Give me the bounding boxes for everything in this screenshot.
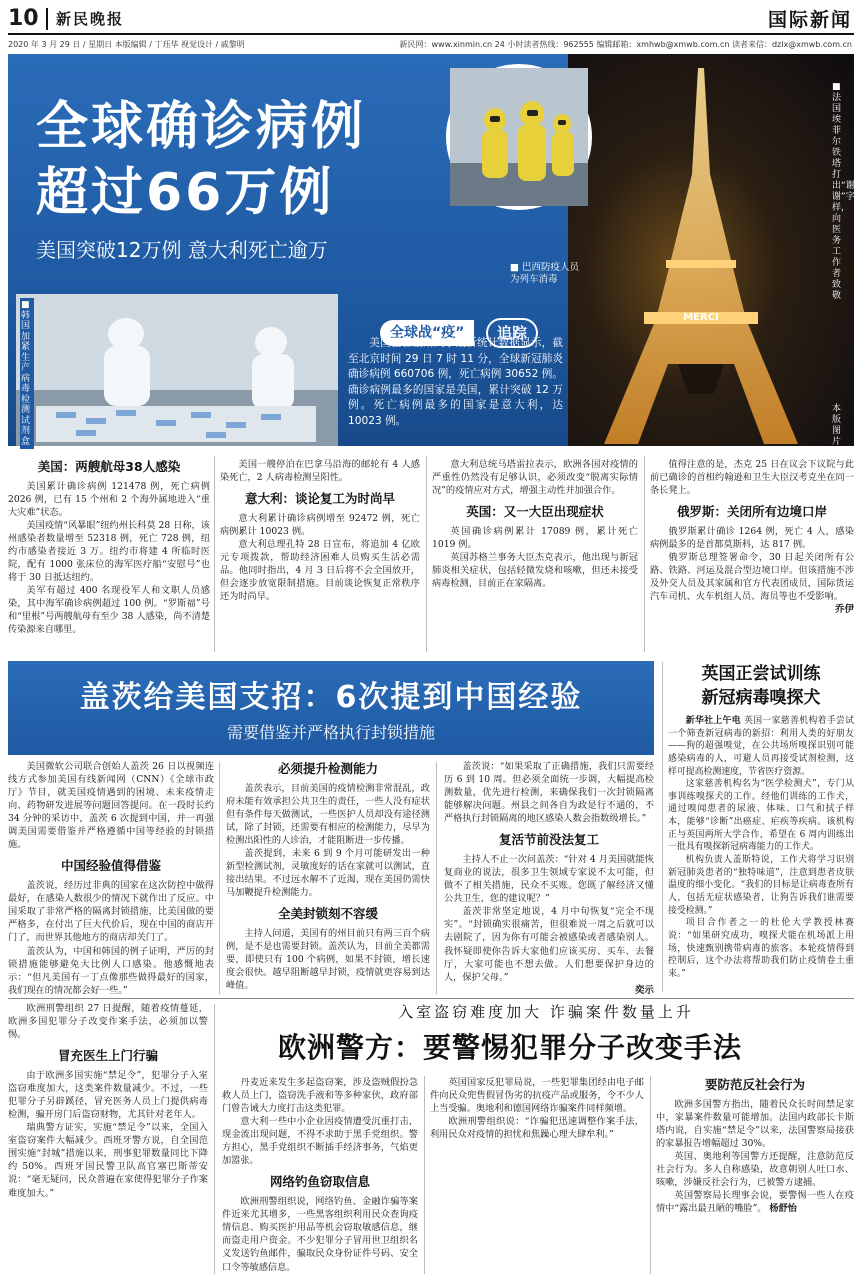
uk-dogs-headline-line2: 新冠病毒嗅探犬 xyxy=(701,688,821,708)
column-divider xyxy=(426,456,427,652)
uk-paragraph: 英国确诊病例累计 17089 例，累计死亡 1019 例。 xyxy=(432,525,638,550)
italy-heading: 意大利：谈论复工为时尚早 xyxy=(244,491,395,507)
europe-kicker: 入室盗窃难度加大 诈骗案件数量上升 xyxy=(398,1003,694,1021)
us-paragraph: 美国一艘停泊在巴拿马沿海的邮轮有 4 人感染死亡，2 人病毒检测呈阳性。 xyxy=(220,459,420,484)
europe-paragraph: 瑞典警方证实，实施“禁足令”以来，全国入室盗窃案件大幅减少。西班牙警方说，自全国范围实施“封城”措施以来，刑事犯罪数量同比下降约 50%。西班牙国民警卫队高官塞巴斯蒂安说：“毫无疑问，民众普遍在家使得犯罪分子作案难度加大。” xyxy=(8,1122,208,1199)
us-paragraph: 美国疫情“风暴眼”纽约州长科莫 28 日称，该州感染者数量增至 52318 例，死亡 728 例，纽约市感染者接近 3 万。纽约市将建 4 所临时医院，配有 1000 张床位的海军医疗船“安慰号”也将于 30 日抵达纽约。 xyxy=(8,519,210,584)
masthead-rule xyxy=(8,33,854,35)
column-divider xyxy=(650,1076,651,1274)
europe-paragraph: 欧洲刑警组织说：“诈骗犯迅速调整作案手法，利用民众对疫情的担忧和焦躁心理大肆牟利。” xyxy=(430,1116,644,1141)
gates-paragraph: 美国微软公司联合创始人盖茨 26 日以视频连线方式参加美国有线新闻网（CNN）《全球市政厅》节目，就美国疫情遇到的困境、未来疫情走向、药物研发进展等问题回答提问。在一段时长约 34 分钟的采访中，盖茨 6 次提到中国，并一再强调美国需要借鉴并严格遵循中国等经验的封锁措施。 xyxy=(8,761,214,851)
gates-column-1 xyxy=(8,760,214,997)
contact-info: 新民网：www.xinmin.cn 24 小时读者热线：962555 编辑邮箱：xmhwb@xmwb.com.cn 读者来信：dzlx@xmwb.com.cn xyxy=(399,40,852,49)
europe-subheading: 要防范反社会行为 xyxy=(704,1077,805,1092)
gates-paragraph: 盖茨说：“如果采取了正确措施，我们只需要经历 6 到 10 周。但必须全面统一步调，大幅提高检测数量，优先进行检测，来确保我们一次封锁隔离能够解决问题。州县之间各自为政是行不通的，不严格执行封锁隔离的地区感染人数会指数级增长。” xyxy=(444,761,654,825)
uk-dogs-headline-line1: 英国正尝试训练 xyxy=(701,664,821,684)
column-divider xyxy=(436,762,437,994)
section-rule xyxy=(8,998,854,999)
italy-paragraph: 意大利总理孔特 28 日宣布，将追加 4 亿欧元专项拨款，帮助经济困难人员购买生活必需品。他同时指出，4 月 3 日后将不会全国放开，但会逐步放宽限制措施。目前谈论恢复正常秩序还为时尚早。 xyxy=(220,539,420,603)
us-paragraph: 美国累计确诊病例 121478 例，死亡病例 2026 例，已有 15 个州和 2 个海外属地进入“重大灾难”状态。 xyxy=(8,480,210,518)
gates-paragraph: 盖茨认为，中国和韩国的例子证明，严厉的封锁措施能够避免大比例人口感染。他感慨地表示：“但凡美国有一丁点像那些做得最好的国家，我们现在的情况都会好一些。” xyxy=(8,945,214,996)
europe-subheading: 网络钓鱼窃取信息 xyxy=(269,1174,370,1190)
uk-paragraph: 英国苏格兰事务大臣杰克表示，他出现与新冠肺炎相关症状，包括轻微发烧和咳嗽，但还未接受病毒检测，目前正在家隔离。 xyxy=(432,552,638,590)
gates-paragraph: 主持人问道，美国有的州目前只有两三百个病例，是不是也需要封锁。盖茨认为，目前全美都需要，即使只有 100 个病例，如果不封锁，增长速度会很快。越早阻断越早封锁，疫情就更容易到达峰值。 xyxy=(226,928,430,992)
uk-heading: 英国：又一大臣出现症状 xyxy=(466,504,604,520)
photo-credit: 本版图片 GJ xyxy=(832,404,842,458)
eiffel-tower-illustration xyxy=(586,64,816,444)
brazil-caption-line2: 为列车消毒 xyxy=(510,274,558,285)
column-divider xyxy=(644,456,645,652)
gates-paragraph: 盖茨非常坚定地说，4 月中旬恢复“完全不现实”。“封锁确实很痛苦，但很难说一周之后就可以去剧院了，因为你有可能会被感染或者感染别人。我怀疑即使你告诉大家他们应该买房、买车、去餐厅，大家可能也不想去做。人们想要保护身边的人，保护父母。” xyxy=(444,906,654,983)
italy-paragraph: 意大利总统马塔雷拉表示，欧洲各国对疫情的严重性仍然没有足够认识，必须改变“脱离实际情况”的疫情应对方式，增强主动性并加强合作。 xyxy=(432,459,638,497)
uk-dogs-paragraph: 英国一家慈善机构着手尝试一个筛查新冠病毒的新招：利用人类的好朋友——狗的超强嗅觉，在公共场所嗅探识别可能感染病毒的人，可避人员再接受试剂检测，这样可提高检测速度，节省医疗资源。 xyxy=(668,716,854,777)
column-divider xyxy=(662,662,663,992)
gates-headline: 盖茨给美国支招：6次提到中国经验 xyxy=(79,680,583,715)
uk-dogs-article xyxy=(668,715,854,980)
europe-column-3 xyxy=(430,1076,644,1141)
gates-column-3 xyxy=(444,760,654,997)
tracking-tag-label: 全球战“疫” xyxy=(380,320,474,346)
europe-paragraph: 欧洲多国警方指出，随着民众长时间禁足家中，家暴案件数量可能增加。法国内政部长卡斯塔内说，自实施“禁足令”以来，法国警察局接获的家暴报告增幅超过 30%。 xyxy=(656,1098,854,1149)
hero-title-line1: 全球确诊病例 xyxy=(36,97,367,157)
eiffel-caption: ■ 法国埃菲尔铁塔打出“谢谢”字样，向医务工作者致敬 xyxy=(832,82,855,301)
uk-dogs-headline xyxy=(668,662,854,710)
gates-subheading: 复活节前没法复工 xyxy=(498,832,599,848)
korea-photo xyxy=(16,294,338,446)
issue-meta: 2020 年 3 月 29 日 / 星期日 本版编辑 / 丁珏华 视觉设计 / 戚黎明 xyxy=(8,40,245,49)
us-paragraph: 美军有超过 400 名现役军人和文职人员感染，其中海军确诊病例超过 100 例。“罗斯福”号和“里根”号两艘航母有至少 38 人感染，尚不清楚传染源来自哪里。 xyxy=(8,585,210,636)
section-name: 国际新闻 xyxy=(767,9,852,31)
brazil-caption xyxy=(510,262,579,286)
gates-paragraph: 盖茨说，经历过非典的国家在这次防控中做得最好，在感染人数很少的情况下就作出了反应。中国采取了非常严格的隔离封锁措施，比美国做的要严格多，在付出了巨大代价后，现在中国的商店开门了，而世界其他地方的商店却关门了。 xyxy=(8,880,214,944)
gates-subheading: 必须提升检测能力 xyxy=(277,761,378,776)
factory-workers-illustration xyxy=(16,294,338,446)
hero-title xyxy=(36,94,366,226)
russia-paragraph: 俄罗斯累计确诊 1264 例，死亡 4 人，感染病例最多的是首都莫斯科，达 817 例。 xyxy=(650,525,854,550)
europe-column-2 xyxy=(222,1076,418,1274)
europe-paragraph: 英国国家反犯罪局说，一些犯罪集团经由电子邮件向民众兜售假冒伪劣的抗疫产品或服务，令不少人上当受骗。奥地利和德国网络诈骗案件同样频增。 xyxy=(430,1077,644,1115)
europe-subheading: 冒充医生上门行骗 xyxy=(57,1048,158,1064)
brazil-caption-line1: ■ 巴西防疫人员 xyxy=(510,262,579,273)
europe-headline: 欧洲警方：要警惕犯罪分子改变手法 xyxy=(277,1031,742,1064)
article-column-3 xyxy=(432,458,638,590)
us-heading: 美国：两艘航母38人感染 xyxy=(37,459,181,474)
masthead-divider xyxy=(46,8,48,30)
column-divider xyxy=(219,762,220,994)
russia-heading: 俄罗斯：关闭所有边境口岸 xyxy=(676,504,827,520)
gates-subheading: 全美封锁刻不容缓 xyxy=(277,906,378,922)
tracking-tag-badge: 追踪 xyxy=(486,318,538,348)
hero-title-line2: 超过66万例 xyxy=(36,163,335,223)
gates-paragraph: 盖茨提到，未来 6 到 9 个月可能研发出一种新型检测试剂，灵敏度好的话在家就可以测试，直接出结果。不过远水解不了近渴，现在美国仍需快马加鞭提升检测能力。 xyxy=(226,848,430,899)
gates-byline: 奕示 xyxy=(634,984,654,996)
europe-paragraph: 欧洲刑警组织 27 日提醒，随着疫情蔓延，欧洲多国犯罪分子改变作案手法，必须加以警惕。 xyxy=(8,1003,208,1041)
uk-paragraph: 值得注意的是，杰克 25 日在议会下议院与此前已确诊的首相约翰逊和卫生大臣汉考克坐在同一条长凳上。 xyxy=(650,459,854,497)
article-column-4 xyxy=(650,458,854,617)
korea-caption: ■ 韩国加紧生产病毒检测试剂盒 xyxy=(20,298,34,449)
gates-subheadline: 需要借鉴并严格执行封锁措施 xyxy=(226,723,435,742)
gates-paragraph: 盖茨表示，目前美国的疫情检测非常混乱，政府未能有效承担公共卫生的责任，一些人没有症状但有条件每天做测试，一些医护人员却没有途径测试，除了封锁，还需要有相应的检测能力，尽早为检测出阳性的人诊治，才能阻断进一步传播。 xyxy=(226,782,430,846)
russia-paragraph: 俄罗斯总理签署命令，30 日起关闭所有公路、铁路、河运及混合型边境口岸。但该措施不涉及外交人员及其家属和官方代表团成员，国际货运汽车司机、火车机组人员、海员等也不受影响。 xyxy=(650,552,854,603)
paper-name: 新民晚报 xyxy=(56,10,125,28)
article-column-2 xyxy=(220,458,420,603)
europe-paragraph: 英国、奥地利等国警方还提醒，注意防范反社会行为。多人自称感染，故意朝别人吐口水、咳嗽，涉嫌反社会行为，已被警方逮捕。 xyxy=(656,1151,854,1189)
hero-subtitle: 美国突破12万例 意大利死亡逾万 xyxy=(36,238,328,262)
europe-paragraph: 意大利一些中小企业因疫情遭受沉重打击，现金流出现问题，不得不求助于黑手党组织。警方担心，黑手党组织不断插手经济事务，气焰更加嚣张。 xyxy=(222,1116,418,1167)
uk-dogs-paragraph: 机构负责人盖斯特说，工作犬将学习识别新冠肺炎患者的“独特味道”，注意到患者皮肤温度的细小变化。“我们的目标是让病毒查所有人，包括无症状感染者，让狗告诉我们谁需要接受检测。” xyxy=(668,855,854,916)
hero-banner xyxy=(8,54,855,458)
russia-byline: 乔伊 xyxy=(834,604,854,616)
europe-paragraph: 欧洲刑警组织说，网络钓鱼、金融诈骗等案件近来尤其增多，一些黑客组织利用民众查询疫情信息、购买医护用品等机会窃取敏感信息，继而盗走用户资金。不少犯罪分子冒用世卫组织名义发送钓鱼邮件，骗取民众身份证件号码、安全口令等敏感信息。 xyxy=(222,1196,418,1273)
article-us-italy xyxy=(8,452,210,637)
gates-subheading: 中国经验值得借鉴 xyxy=(60,858,161,874)
page-number: 10 xyxy=(8,6,39,31)
europe-paragraph: 由于欧洲多国实施“禁足令”，犯罪分子入室盗窃难度加大，这类案件数量减少。不过，一些犯罪分子另辟蹊径，冒充医务人员上门提供病毒检测，骗开房门后盗窃财物，尤其针对老年人。 xyxy=(8,1069,208,1121)
column-divider xyxy=(214,456,215,652)
uk-dogs-lead: 新华社上午电 xyxy=(685,716,741,726)
europe-byline: 杨舒怡 xyxy=(769,1203,797,1215)
uk-dogs-paragraph: 这家慈善机构名为“医学检测犬”，专门从事训练嗅探犬的工作。经他们训练的工作犬，通过嗅闻患者的尿液、体味、口气和拭子样本，能够“诊断”出癌症、疟疾等疾病。该机构正与英国两所大学合作，希望在 6 周内训练出一批具有嗅探新冠病毒能力的工作犬。 xyxy=(668,779,854,853)
uk-dogs-paragraph: 项目合作者之一的杜伦大学教授林赛说：“如果研究成功，嗅探犬能在机场派上用场，快速甄别携带病毒的旅客。本轮疫情得到控制后，这个办法将帮助我们防止疫情卷土重来。” xyxy=(668,918,854,979)
merci-sign: MERCI xyxy=(683,312,719,323)
hero-stat-paragraph: 美国霍普金斯大学最新统计数据显示，截至北京时间 29 日 7 时 11 分，全球新冠肺炎确诊病例 660706 例，死亡病例 30652 例。确诊病例最多的国家是美国，累计突破 12 万例。死亡病例最多的国家是意大利，达 10023 例。 xyxy=(348,337,563,427)
europe-column-4 xyxy=(656,1076,854,1215)
gates-paragraph: 主持人不止一次问盖茨：“针对 4 月美国就能恢复商业的说法，很多卫生领域专家说不太可能，但做不了相关措施，民众不买账。您既了解经济又懂公共卫生，您的建议呢？” xyxy=(444,854,654,905)
italy-paragraph: 意大利累计确诊病例增至 92472 例，死亡病例累计 10023 例。 xyxy=(220,512,420,537)
column-divider xyxy=(424,1076,425,1274)
europe-paragraph: 英国警察局长理事会说，要警惕一些人在疫情中“露出最丑陋的嘴脸”。 xyxy=(656,1190,854,1215)
europe-paragraph: 丹麦近来发生多起盗窃案，涉及盗贼假扮急救人员上门，盗窃洗手液和等多种家伙，政府部门曾告诫大力度打击这类犯罪。 xyxy=(222,1077,418,1115)
brazil-photo xyxy=(446,64,592,210)
gates-column-2 xyxy=(226,760,430,992)
hazmat-workers-illustration xyxy=(450,68,588,206)
